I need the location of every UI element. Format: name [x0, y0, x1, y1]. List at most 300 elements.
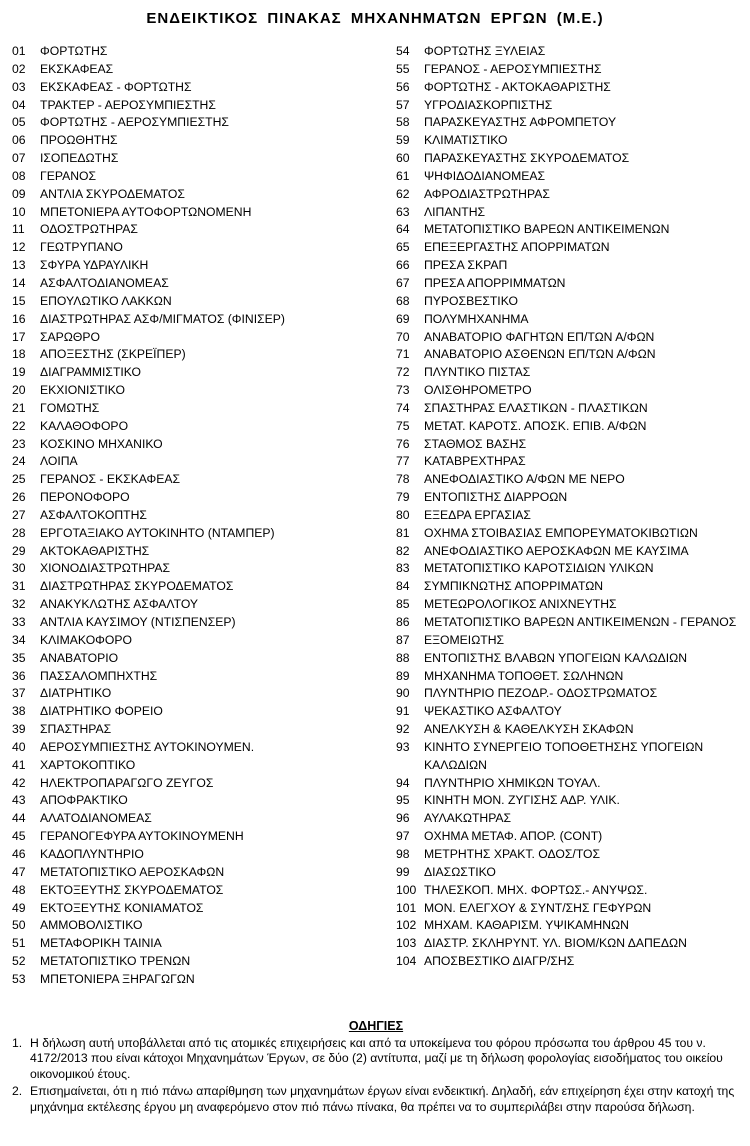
machine-list-item [12, 275, 382, 293]
machine-item-name: ΠΡΟΩΘΗΤΗΣ [40, 133, 118, 148]
machine-item-number: 28 [12, 525, 26, 540]
machine-list-item [396, 882, 746, 900]
machine-list-item [396, 775, 746, 793]
machine-item-name: ΟΛΙΣΘΗΡΟΜΕΤΡΟ [424, 383, 532, 398]
machine-item-number: 54 [396, 44, 410, 58]
machine-item-number: 74 [396, 400, 410, 415]
machine-item-number: 104 [396, 954, 417, 969]
machine-list-item [12, 971, 382, 989]
machine-item-number: 33 [12, 615, 26, 629]
machine-item-name: ΠΛΥΝΤΗΡΙΟ ΠΕΖΟΔΡ.- ΟΔΟΣΤΡΩΜΑΤΟΣ [424, 686, 658, 701]
machine-item-name: ΕΞΕΔΡΑ ΕΡΓΑΣΙΑΣ [424, 507, 531, 522]
machine-list-item [12, 578, 382, 596]
machine-item-name: ΦΟΡΤΩΤΗΣ ΞΥΛΕΙΑΣ [424, 44, 546, 58]
instruction-note [12, 1084, 740, 1115]
machine-item-name: ΦΟΡΤΩΤΗΣ - ΑΚΤΟΚΑΘΑΡΙΣΤΗΣ [424, 79, 611, 94]
page-title: ΕΝΔΕΙΚΤΙΚΟΣ ΠΙΝΑΚΑΣ ΜΗΧΑΝΗΜΑΤΩΝ ΕΡΓΩΝ (Μ.Ε.) [146, 10, 604, 27]
machine-item-name: ΑΣΦΑΛΤΟΔΙΑΝΟΜΕΑΣ [40, 275, 169, 290]
machine-item-name: ΦΟΡΤΩΤΗΣ - ΑΕΡΟΣΥΜΠΙΕΣΤΗΣ [40, 115, 229, 130]
machine-item-number: 63 [396, 204, 410, 219]
machine-item-number: 37 [12, 686, 26, 701]
machine-item-number: 34 [12, 632, 26, 647]
machine-item-number: 84 [396, 579, 410, 594]
machine-list-item [12, 703, 382, 721]
machine-list-item [396, 204, 746, 222]
machine-item-number: 20 [12, 383, 26, 398]
machine-list-item [396, 614, 746, 632]
machine-item-number: 94 [396, 775, 410, 790]
machine-list-item [396, 900, 746, 918]
machine-item-name: ΓΕΡΑΝΟΣ [40, 168, 97, 183]
machine-item-number: 83 [396, 561, 410, 576]
machine-list-item [396, 792, 746, 810]
machine-list-item [396, 810, 746, 828]
machine-item-number: 59 [396, 133, 410, 148]
machine-item-name: ΑΚΤΟΚΑΘΑΡΙΣΤΗΣ [40, 543, 150, 558]
machine-item-name: ΑΝΕΛΚΥΣΗ & ΚΑΘΕΛΚΥΣΗ ΣΚΑΦΩΝ [424, 722, 634, 737]
machine-item-name: ΣΦΥΡΑ ΥΔΡΑΥΛΙΚΗ [40, 258, 149, 273]
machine-list-item [12, 79, 382, 97]
machine-item-name: ΠΡΕΣΑ ΑΠΟΡΡΙΜΜΑΤΩΝ [424, 275, 566, 290]
machine-item-number: 51 [12, 936, 26, 951]
machine-item-number: 67 [396, 275, 410, 290]
machine-list-item [12, 311, 382, 329]
machine-item-name: ΕΚΤΟΞΕΥΤΗΣ ΣΚΥΡΟΔΕΜΑΤΟΣ [40, 882, 224, 897]
machine-item-name: ΕΝΤΟΠΙΣΤΗΣ ΒΛΑΒΩΝ ΥΠΟΓΕΙΩΝ ΚΑΛΩΔΙΩΝ [424, 650, 688, 665]
machine-item-name: ΓΕΩΤΡΥΠΑΝΟ [40, 240, 123, 255]
machine-list-item [396, 436, 746, 454]
machine-list-item [396, 364, 746, 382]
machine-item-name: ΚΙΝΗΤΗ ΜΟΝ. ΖΥΓΙΣΗΣ ΑΔΡ. ΥΛΙΚ. [424, 793, 620, 808]
machine-item-name: ΑΣΦΑΛΤΟΚΟΠΤΗΣ [40, 507, 147, 522]
machine-list-item [12, 453, 382, 471]
machine-item-name: ΤΗΛΕΣΚΟΠ. ΜΗΧ. ΦΟΡΤΩΣ.- ΑΝΥΨΩΣ. [424, 882, 648, 897]
machine-list-item [396, 79, 746, 97]
machine-list-item [12, 757, 382, 775]
machine-item-name: ΑΠΟΣΒΕΣΤΙΚΟ ΔΙΑΓΡ/ΣΗΣ [424, 954, 575, 969]
machine-item-name: ΕΠΕΞΕΡΓΑΣΤΗΣ ΑΠΟΡΡΙΜΑΤΩΝ [424, 240, 610, 255]
machine-item-number: 62 [396, 186, 410, 201]
machine-item-name: ΔΙΑΣΩΣΤΙΚΟ [424, 864, 496, 879]
machine-list-item [396, 864, 746, 882]
machine-item-name: ΔΙΑΣΤΡΩΤΗΡΑΣ ΣΚΥΡΟΔΕΜΑΤΟΣ [40, 579, 234, 594]
machine-item-number: 25 [12, 472, 26, 487]
instruction-note-number: 1. [12, 1036, 23, 1050]
machine-item-name: ΑΝΕΦΟΔΙΑΣΤΙΚΟ Α/ΦΩΝ ΜΕ ΝΕΡΟ [424, 472, 625, 487]
machine-item-name: ΑΛΑΤΟΔΙΑΝΟΜΕΑΣ [40, 811, 152, 826]
machine-item-name: ΑΝΤΛΙΑ ΣΚΥΡΟΔΕΜΑΤΟΣ [40, 186, 185, 201]
machine-item-name: ΕΡΓΟΤΑΞΙΑΚΟ ΑΥΤΟΚΙΝΗΤΟ (ΝΤΑΜΠΕΡ) [40, 525, 275, 540]
machine-list-item [396, 685, 746, 703]
machine-list-item [12, 846, 382, 864]
machine-list-item [12, 43, 382, 61]
machine-item-number: 101 [396, 900, 417, 915]
machine-list-item [12, 739, 382, 757]
machine-item-name: ΓΕΡΑΝΟΣ - ΕΚΣΚΑΦΕΑΣ [40, 472, 181, 487]
machine-item-name: ΣΤΑΘΜΟΣ ΒΑΣΗΣ [424, 436, 527, 451]
machine-list-item [12, 257, 382, 275]
machine-item-name: ΑΕΡΟΣΥΜΠΙΕΣΤΗΣ ΑΥΤΟΚΙΝΟΥΜΕΝ. [40, 739, 255, 754]
machine-item-number: 95 [396, 793, 410, 808]
machine-item-name: ΕΠΟΥΛΩΤΙΚΟ ΛΑΚΚΩΝ [40, 293, 172, 308]
machine-list-item [396, 703, 746, 721]
machine-item-name: ΑΝΑΚΥΚΛΩΤΗΣ ΑΣΦΑΛΤΟΥ [40, 597, 199, 612]
machine-item-name: ΓΕΡΑΝΟΣ - ΑΕΡΟΣΥΜΠΙΕΣΤΗΣ [424, 61, 602, 76]
machine-list-item [12, 632, 382, 650]
machine-item-name: ΓΟΜΩΤΗΣ [40, 400, 100, 415]
machine-list-item [12, 382, 382, 400]
machine-item-name: ΛΙΠΑΝΤΗΣ [424, 204, 486, 219]
machine-list-item [396, 293, 746, 311]
machine-list-item [12, 186, 382, 204]
machine-item-number: 102 [396, 918, 417, 933]
machine-item-name: ΣΠΑΣΤΗΡΑΣ ΕΛΑΣΤΙΚΩΝ - ΠΛΑΣΤΙΚΩΝ [424, 400, 648, 415]
machine-item-name: ΔΙΑΣΤΡΩΤΗΡΑΣ ΑΣΦ/ΜΙΓΜΑΤΟΣ (ΦΙΝΙΣΕΡ) [40, 311, 285, 326]
machine-list-item [12, 400, 382, 418]
machine-item-name: ΠΑΡΑΣΚΕΥΑΣΤΗΣ ΣΚΥΡΟΔΕΜΑΤΟΣ [424, 151, 630, 166]
machine-list-item [396, 935, 746, 953]
machine-list-item [12, 614, 382, 632]
machine-item-number: 11 [12, 222, 25, 237]
machine-list-item [12, 543, 382, 561]
machine-item-name: ΑΠΟΦΡΑΚΤΙΚΟ [40, 793, 128, 808]
machine-list-item [12, 953, 382, 971]
machine-item-number: 29 [12, 543, 26, 558]
machine-item-name: ΑΝΑΒΑΤΟΡΙΟ ΑΣΘΕΝΩΝ ΕΠ/ΤΩΝ Α/ΦΩΝ [424, 347, 656, 362]
machine-item-name: ΟΔΟΣΤΡΩΤΗΡΑΣ [40, 222, 138, 237]
machine-list-item [396, 489, 746, 507]
machine-item-number: 27 [12, 507, 26, 522]
machine-list-item [12, 132, 382, 150]
machine-item-number: 47 [12, 864, 26, 879]
machine-item-number: 66 [396, 258, 410, 273]
machine-list-item [12, 239, 382, 257]
machine-list-item [12, 935, 382, 953]
machine-list-item [396, 221, 746, 239]
machine-item-number: 81 [396, 525, 410, 540]
machine-item-number: 65 [396, 240, 410, 255]
machine-list-item [396, 560, 746, 578]
machine-item-number: 10 [12, 204, 26, 219]
machine-item-number: 103 [396, 936, 417, 951]
machine-list-item [12, 489, 382, 507]
machine-item-name: ΑΜΜΟΒΟΛΙΣΤΙΚΟ [40, 918, 143, 933]
machine-item-name: ΜΠΕΤΟΝΙΕΡΑ ΞΗΡΑΓΩΓΩΝ [40, 971, 195, 986]
machine-item-name: ΑΝΑΒΑΤΟΡΙΟ ΦΑΓΗΤΩΝ ΕΠ/ΤΩΝ Α/ΦΩΝ [424, 329, 655, 344]
machine-item-name: ΑΝΑΒΑΤΟΡΙΟ [40, 650, 119, 665]
machine-item-number: 03 [12, 79, 26, 94]
machine-item-name: ΙΣΟΠΕΔΩΤΗΣ [40, 151, 119, 166]
machine-item-name: ΕΚΣΚΑΦΕΑΣ [40, 61, 114, 76]
machine-list-item [12, 917, 382, 935]
machine-item-name: ΜΕΤΕΩΡΟΛΟΓΙΚΟΣ ΑΝΙΧΝΕΥΤΗΣ [424, 597, 617, 612]
machine-item-name: ΤΡΑΚΤΕΡ - ΑΕΡΟΣΥΜΠΙΕΣΤΗΣ [40, 97, 216, 112]
machine-item-number: 36 [12, 668, 26, 683]
machine-item-number: 13 [12, 258, 26, 273]
machine-item-number: 42 [12, 775, 26, 790]
machine-item-name: ΑΝΕΦΟΔΙΑΣΤΙΚΟ ΑΕΡΟΣΚΑΦΩΝ ΜΕ ΚΑΥΣΙΜΑ [424, 543, 689, 558]
machine-list-item [396, 668, 746, 686]
machine-item-number: 18 [12, 347, 26, 362]
machine-item-name: ΜΠΕΤΟΝΙΕΡΑ ΑΥΤΟΦΟΡΤΩΝΟΜΕΝΗ [40, 204, 252, 219]
machine-list-item [396, 61, 746, 79]
machine-item-number: 45 [12, 829, 26, 844]
machine-item-name: ΔΙΑΣΤΡ. ΣΚΛΗΡΥΝΤ. ΥΛ. ΒΙΟΜ/ΚΩΝ ΔΑΠΕΔΩΝ [424, 936, 687, 951]
machine-item-number: 41 [12, 757, 26, 772]
machine-list-item [12, 650, 382, 668]
machine-list-item [396, 507, 746, 525]
machine-item-number: 93 [396, 739, 410, 754]
machine-item-number: 85 [396, 597, 410, 612]
machine-item-name: ΠΡΕΣΑ ΣΚΡΑΠ [424, 258, 508, 273]
machine-list-right-column [396, 43, 746, 971]
machine-list-item [396, 418, 746, 436]
machine-list-item [396, 97, 746, 115]
machine-list-item [12, 900, 382, 918]
machine-item-number: 46 [12, 846, 26, 861]
machine-list-item [396, 543, 746, 561]
machine-item-name: ΜΕΤΡΗΤΗΣ ΧΡΑΚΤ. ΟΔΟΣ/ΤΟΣ [424, 846, 601, 861]
machine-item-name: ΚΑΛΑΘΟΦΟΡΟ [40, 418, 129, 433]
machine-item-name: ΜΕΤΑΤΟΠΙΣΤΙΚΟ ΤΡΕΝΩΝ [40, 954, 191, 969]
machine-item-number: 72 [396, 365, 410, 380]
machine-item-name: ΠΟΛΥΜΗΧΑΝΗΜΑ [424, 311, 529, 326]
machine-list-item [12, 828, 382, 846]
machine-list-item [396, 739, 746, 775]
machine-item-number: 15 [12, 293, 26, 308]
machine-item-name: ΜΕΤΑΤΟΠΙΣΤΙΚΟ ΚΑΡΟΤΣΙΔΙΩΝ ΥΛΙΚΩΝ [424, 561, 654, 576]
machine-item-number: 12 [12, 240, 26, 255]
machine-list-item [396, 382, 746, 400]
machine-list-item [12, 150, 382, 168]
machine-item-number: 99 [396, 864, 410, 879]
machine-list-item [12, 114, 382, 132]
machine-item-number: 07 [12, 151, 26, 166]
machine-list-item [12, 293, 382, 311]
machine-item-name: ΔΙΑΤΡΗΤΙΚΟ [40, 686, 112, 701]
machine-item-number: 60 [396, 151, 410, 166]
machine-list-item [396, 650, 746, 668]
machine-item-number: 100 [396, 882, 417, 897]
machine-item-number: 53 [12, 971, 26, 986]
machine-item-number: 90 [396, 686, 410, 701]
machine-list-item [396, 578, 746, 596]
machine-item-name: ΣΥΜΠΙΚΝΩΤΗΣ ΑΠΟΡΡΙΜΑΤΩΝ [424, 579, 604, 594]
machine-item-number: 32 [12, 597, 26, 612]
machine-list-item [396, 632, 746, 650]
machine-item-number: 43 [12, 793, 26, 808]
machine-item-name: ΜΕΤΑΤ. ΚΑΡΟΤΣ. ΑΠΟΣΚ. ΕΠΙΒ. Α/ΦΩΝ [424, 418, 647, 433]
machine-list-item [396, 596, 746, 614]
machine-item-number: 68 [396, 293, 410, 308]
machine-item-name: ΣΠΑΣΤΗΡΑΣ [40, 722, 112, 737]
machine-item-name: ΑΠΟΞΕΣΤΗΣ (ΣΚΡΕΪΠΕΡ) [40, 347, 186, 362]
machine-item-number: 14 [12, 275, 26, 290]
machine-list-item [12, 864, 382, 882]
machine-list-left-column [12, 43, 382, 989]
machine-item-name: ΣΑΡΩΘΡΟ [40, 329, 100, 344]
machine-list-item [396, 471, 746, 489]
machine-item-number: 78 [396, 472, 410, 487]
machine-item-number: 64 [396, 222, 410, 237]
machine-item-number: 92 [396, 722, 410, 737]
machine-item-name: ΨΕΚΑΣΤΙΚΟ ΑΣΦΑΛΤΟΥ [424, 704, 562, 719]
machine-item-number: 89 [396, 668, 410, 683]
machine-list-item [396, 917, 746, 935]
machine-item-name: ΔΙΑΓΡΑΜΜΙΣΤΙΚΟ [40, 365, 142, 380]
machine-item-number: 87 [396, 632, 410, 647]
machine-item-name: ΜΕΤΑΤΟΠΙΣΤΙΚΟ ΑΕΡΟΣΚΑΦΩΝ [40, 864, 225, 879]
machine-item-number: 75 [396, 418, 410, 433]
machine-list-item [396, 186, 746, 204]
machine-list-item [12, 525, 382, 543]
machine-item-number: 71 [396, 347, 410, 362]
machine-item-name: ΕΚΣΚΑΦΕΑΣ - ΦΟΡΤΩΤΗΣ [40, 79, 192, 94]
machine-item-name: ΜΗΧΑΝΗΜΑ ΤΟΠΟΘΕΤ. ΣΩΛΗΝΩΝ [424, 668, 624, 683]
machine-list-item [396, 846, 746, 864]
machine-item-name: ΜΟΝ. ΕΛΕΓΧΟΥ & ΣΥΝΤ/ΣΗΣ ΓΕΦΥΡΩΝ [424, 900, 652, 915]
machine-list-item [396, 828, 746, 846]
machine-item-number: 06 [12, 133, 26, 148]
machine-item-number: 52 [12, 954, 26, 969]
machine-item-name: ΧΙΟΝΟΔΙΑΣΤΡΩΤΗΡΑΣ [40, 561, 171, 576]
machine-item-number: 58 [396, 115, 410, 130]
machine-item-number: 69 [396, 311, 410, 326]
machine-item-name: ΚΑΤΑΒΡΕΧΤΗΡΑΣ [424, 454, 526, 469]
machine-item-number: 40 [12, 739, 26, 754]
machine-item-name: ΑΦΡΟΔΙΑΣΤΡΩΤΗΡΑΣ [424, 186, 550, 201]
machine-list-item [12, 471, 382, 489]
machine-item-name: ΠΛΥΝΤΗΡΙΟ ΧΗΜΙΚΩΝ ΤΟΥΑΛ. [424, 775, 601, 790]
machine-item-name: ΠΑΡΑΣΚΕΥΑΣΤΗΣ ΑΦΡΟΜΠΕΤΟΥ [424, 115, 617, 130]
machine-item-number: 39 [12, 722, 26, 737]
machine-item-number: 56 [396, 79, 410, 94]
machine-list-item [396, 953, 746, 971]
machine-item-number: 70 [396, 329, 410, 344]
machine-item-number: 57 [396, 97, 410, 112]
machine-item-name: ΕΚΧΙΟΝΙΣΤΙΚΟ [40, 383, 126, 398]
machine-item-number: 16 [12, 311, 26, 326]
machine-item-name: ΑΥΛΑΚΩΤΗΡΑΣ [424, 811, 512, 826]
machine-list-item [396, 311, 746, 329]
machine-list-item [396, 239, 746, 257]
machine-item-name: ΟΧΗΜΑ ΣΤΟΙΒΑΣΙΑΣ ΕΜΠΟΡΕΥΜΑΤΟΚΙΒΩΤΙΩΝ [424, 525, 698, 540]
machine-item-number: 73 [396, 383, 410, 398]
machine-item-name: ΠΕΡΟΝΟΦΟΡΟ [40, 490, 130, 505]
instruction-note-text: Επισημαίνεται, ότι η πιό πάνω απαρίθμηση των μηχανημάτων έργων είναι ενδεικτική. Δηλαδή, εάν επιχείρηση έχει στην κατοχή της μηχάνημα εκτέλεσης έργου μη αναφερόμενο στον πιό πάνω πίνακα, θα πρέπει να το συμπεριλάβει στην παρούσα δήλωση. [30, 1084, 735, 1114]
machine-list-item [396, 400, 746, 418]
machine-item-number: 96 [396, 811, 410, 826]
machine-item-name: ΠΑΣΣΑΛΟΜΠΗΧΤΗΣ [40, 668, 158, 683]
machine-item-number: 24 [12, 454, 26, 469]
instructions-title: ΟΔΗΓΙΕΣ [348, 1019, 404, 1033]
machine-item-name: ΜΕΤΑΦΟΡΙΚΗ ΤΑΙΝΙΑ [40, 936, 162, 951]
machine-list-item [12, 596, 382, 614]
machine-list-item [12, 810, 382, 828]
machine-item-number: 44 [12, 811, 26, 826]
machine-list-item [12, 364, 382, 382]
machine-item-name: ΜΗΧΑΜ. ΚΑΘΑΡΙΣΜ. ΥΨΙΚΑΜΗΝΩΝ [424, 918, 629, 933]
machine-item-name: ΛΟΙΠΑ [40, 454, 78, 469]
machine-item-number: 49 [12, 900, 26, 915]
machine-item-number: 88 [396, 650, 410, 665]
machine-list-item [396, 257, 746, 275]
machine-item-number: 86 [396, 615, 410, 629]
machine-item-number: 01 [12, 44, 26, 58]
instruction-note [12, 1036, 740, 1082]
machine-item-number: 31 [12, 579, 26, 594]
machine-item-name: ΕΞΟΜΕΙΩΤΗΣ [424, 632, 505, 647]
machine-list-item [12, 792, 382, 810]
instructions-section [12, 1019, 740, 1117]
machine-item-number: 09 [12, 186, 26, 201]
machine-list-item [12, 507, 382, 525]
machine-item-name: ΓΕΡΑΝΟΓΕΦΥΡΑ ΑΥΤΟΚΙΝΟΥΜΕΝΗ [40, 829, 244, 844]
machine-list-item [12, 560, 382, 578]
machine-item-name: ΠΥΡΟΣΒΕΣΤΙΚΟ [424, 293, 518, 308]
machine-item-number: 79 [396, 490, 410, 505]
machine-list-item [12, 204, 382, 222]
machine-item-number: 05 [12, 115, 26, 130]
machine-list-item [12, 721, 382, 739]
machine-item-name: ΗΛΕΚΤΡΟΠΑΡΑΓΩΓΟ ΖΕΥΓΟΣ [40, 775, 214, 790]
machine-item-name: ΧΑΡΤΟΚΟΠΤΙΚΟ [40, 757, 136, 772]
instruction-note-number: 2. [12, 1084, 23, 1099]
machine-item-number: 82 [396, 543, 410, 558]
machine-list-item [396, 150, 746, 168]
machine-list-item [12, 168, 382, 186]
machine-list-item [12, 329, 382, 347]
machine-list-item [396, 453, 746, 471]
machine-list-item [12, 61, 382, 79]
machine-list-item [12, 346, 382, 364]
machine-list-item [396, 114, 746, 132]
machine-item-name: ΟΧΗΜΑ ΜΕΤΑΦ. ΑΠΟΡ. (CONT) [424, 829, 603, 844]
machine-item-number: 21 [12, 400, 26, 415]
machine-item-name: ΦΟΡΤΩΤΗΣ [40, 44, 108, 58]
machine-list-item [396, 43, 746, 61]
machine-item-number: 38 [12, 704, 26, 719]
machine-item-name: ΜΕΤΑΤΟΠΙΣΤΙΚΟ ΒΑΡΕΩΝ ΑΝΤΙΚΕΙΜΕΝΩΝ - ΓΕΡΑΝΟΣ [424, 615, 737, 629]
machine-list-item [12, 436, 382, 454]
machine-item-number: 19 [12, 365, 26, 380]
machine-item-number: 08 [12, 168, 26, 183]
machine-item-name: ΜΕΤΑΤΟΠΙΣΤΙΚΟ ΒΑΡΕΩΝ ΑΝΤΙΚΕΙΜΕΝΩΝ [424, 222, 670, 237]
machine-item-name: ΕΝΤΟΠΙΣΤΗΣ ΔΙΑΡΡΟΩΝ [424, 490, 568, 505]
machine-list-item [12, 418, 382, 436]
machine-item-name: ΚΛΙΜΑΤΙΣΤΙΚΟ [424, 133, 508, 148]
machine-list-item [12, 775, 382, 793]
machine-list-item [12, 685, 382, 703]
machine-item-number: 76 [396, 436, 410, 451]
machine-list-item [396, 346, 746, 364]
machine-item-number: 04 [12, 97, 26, 112]
machine-item-name: ΚΛΙΜΑΚΟΦΟΡΟ [40, 632, 132, 647]
machine-item-name: ΨΗΦΙΔΟΔΙΑΝΟΜΕΑΣ [424, 168, 546, 183]
machine-list-item [396, 721, 746, 739]
machine-item-number: 30 [12, 561, 26, 576]
machine-item-number: 35 [12, 650, 26, 665]
machine-item-number: 97 [396, 829, 410, 844]
machine-item-number: 80 [396, 507, 410, 522]
machine-list-item [396, 275, 746, 293]
machine-item-number: 91 [396, 704, 410, 719]
machine-list-item [396, 132, 746, 150]
machine-list-item [12, 668, 382, 686]
machine-list-item [12, 97, 382, 115]
machine-item-number: 02 [12, 61, 26, 76]
machine-item-number: 26 [12, 490, 26, 505]
